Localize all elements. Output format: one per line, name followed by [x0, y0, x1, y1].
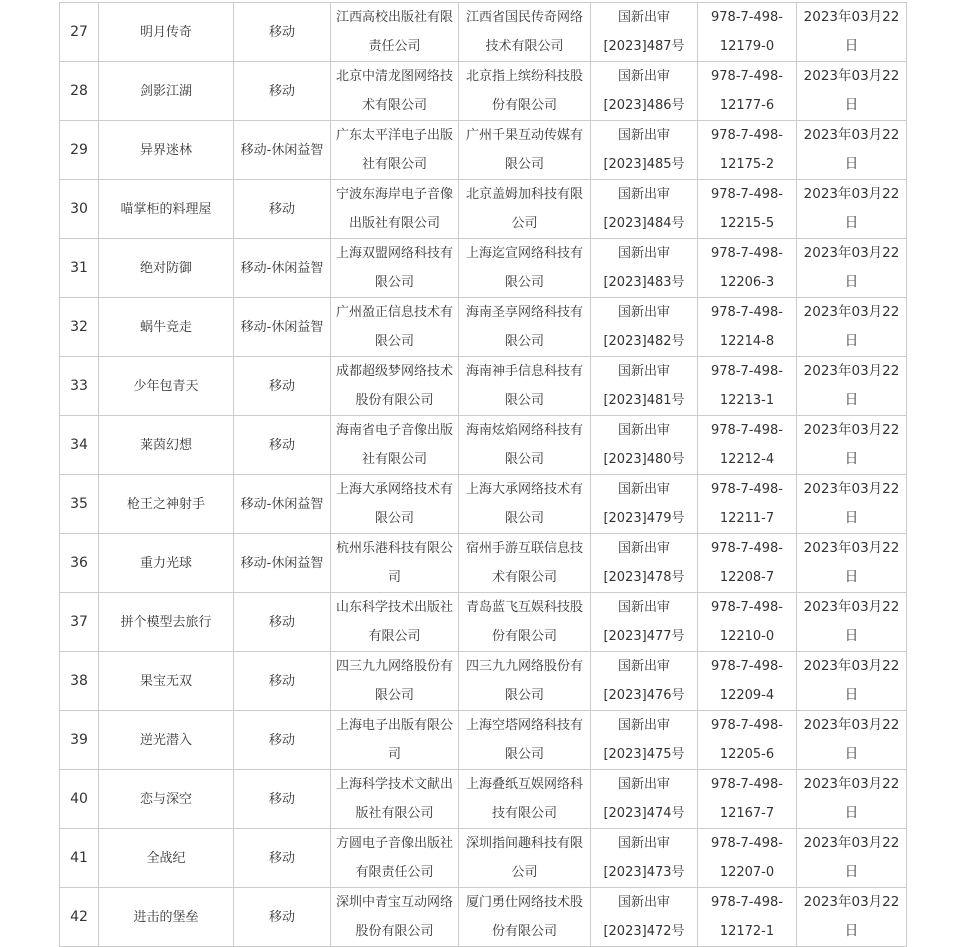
cell-publisher: 宁波东海岸电子音像出版社有限公司: [331, 180, 459, 239]
table-row: [60, 180, 907, 239]
cell-publisher: 广州盈正信息技术有限公司: [331, 298, 459, 357]
approval-line-1: 国新出审: [617, 364, 670, 379]
cell-date: 2023年03月22日: [797, 534, 907, 593]
isbn-line-2: 12211-7: [719, 511, 775, 526]
table-row: [60, 711, 907, 770]
cell-category: 移动: [234, 357, 331, 416]
cell-approval-number: [591, 888, 698, 947]
table-row: [60, 416, 907, 475]
isbn-line-2: 12177-6: [719, 98, 775, 113]
isbn-line-1: 978-7-498-: [711, 836, 783, 851]
cell-date: 2023年03月22日: [797, 3, 907, 62]
cell-operator: 上海大承网络技术有限公司: [459, 475, 591, 534]
cell-publisher: 海南省电子音像出版社有限公司: [331, 416, 459, 475]
cell-date: 2023年03月22日: [797, 357, 907, 416]
cell-isbn: [698, 534, 797, 593]
isbn-line-2: 12215-5: [719, 216, 775, 231]
cell-operator: 宿州手游互联信息技术有限公司: [459, 534, 591, 593]
cell-category: 移动: [234, 3, 331, 62]
cell-operator: 海南神手信息科技有限公司: [459, 357, 591, 416]
approval-line-1: 国新出审: [617, 423, 670, 438]
cell-category: 移动: [234, 829, 331, 888]
cell-category: 移动-休闲益智: [234, 298, 331, 357]
cell-category: 移动: [234, 888, 331, 947]
approval-line-1: 国新出审: [617, 541, 670, 556]
cell-category: 移动-休闲益智: [234, 121, 331, 180]
cell-game-name: 绝对防御: [99, 239, 234, 298]
approval-line-2: [2023]487号: [603, 39, 685, 54]
cell-game-name: 果宝无双: [99, 652, 234, 711]
table-row: [60, 239, 907, 298]
cell-approval-number: [591, 593, 698, 652]
isbn-line-2: 12207-0: [719, 865, 775, 880]
cell-operator: 海南圣享网络科技有限公司: [459, 298, 591, 357]
cell-game-name: 剑影江湖: [99, 62, 234, 121]
table-row: [60, 357, 907, 416]
isbn-line-2: 12214-8: [719, 334, 775, 349]
approval-line-1: 国新出审: [617, 128, 670, 143]
approval-line-1: 国新出审: [617, 305, 670, 320]
cell-game-name: 恋与深空: [99, 770, 234, 829]
approval-line-1: 国新出审: [617, 836, 670, 851]
cell-operator: 广州千果互动传媒有限公司: [459, 121, 591, 180]
cell-operator: 江西省国民传奇网络技术有限公司: [459, 3, 591, 62]
cell-publisher: 山东科学技术出版社有限公司: [331, 593, 459, 652]
cell-approval-number: [591, 416, 698, 475]
cell-approval-number: [591, 357, 698, 416]
cell-category: 移动: [234, 180, 331, 239]
cell-publisher: 深圳中青宝互动网络股份有限公司: [331, 888, 459, 947]
isbn-line-1: 978-7-498-: [711, 187, 783, 202]
cell-number: 37: [60, 593, 99, 652]
table-row: [60, 62, 907, 121]
cell-date: 2023年03月22日: [797, 180, 907, 239]
cell-number: 31: [60, 239, 99, 298]
approval-line-1: 国新出审: [617, 69, 670, 84]
game-approval-table-container: [59, 2, 907, 947]
cell-category: 移动: [234, 62, 331, 121]
cell-game-name: 枪王之神射手: [99, 475, 234, 534]
cell-category: 移动: [234, 711, 331, 770]
cell-date: 2023年03月22日: [797, 416, 907, 475]
cell-approval-number: [591, 652, 698, 711]
table-row: [60, 298, 907, 357]
approval-line-2: [2023]481号: [603, 393, 685, 408]
isbn-line-2: 12213-1: [719, 393, 775, 408]
cell-isbn: [698, 593, 797, 652]
cell-game-name: 拼个模型去旅行: [99, 593, 234, 652]
approval-line-2: [2023]482号: [603, 334, 685, 349]
isbn-line-1: 978-7-498-: [711, 895, 783, 910]
table-row: [60, 770, 907, 829]
table-row: [60, 121, 907, 180]
cell-date: 2023年03月22日: [797, 121, 907, 180]
isbn-line-2: 12175-2: [719, 157, 775, 172]
table-row: [60, 475, 907, 534]
cell-operator: 厦门勇仕网络技术股份有限公司: [459, 888, 591, 947]
cell-approval-number: [591, 534, 698, 593]
cell-approval-number: [591, 770, 698, 829]
isbn-line-2: 12212-4: [719, 452, 775, 467]
cell-game-name: 喵掌柜的料理屋: [99, 180, 234, 239]
approval-line-2: [2023]480号: [603, 452, 685, 467]
isbn-line-2: 12206-3: [719, 275, 775, 290]
cell-isbn: [698, 770, 797, 829]
cell-publisher: 广东太平洋电子出版社有限公司: [331, 121, 459, 180]
cell-number: 41: [60, 829, 99, 888]
cell-category: 移动: [234, 770, 331, 829]
cell-operator: 青岛蓝飞互娱科技股份有限公司: [459, 593, 591, 652]
approval-line-1: 国新出审: [617, 10, 670, 25]
approval-line-1: 国新出审: [617, 187, 670, 202]
cell-category: 移动: [234, 593, 331, 652]
cell-approval-number: [591, 180, 698, 239]
approval-line-2: [2023]483号: [603, 275, 685, 290]
cell-operator: 上海迄宣网络科技有限公司: [459, 239, 591, 298]
cell-number: 32: [60, 298, 99, 357]
cell-number: 30: [60, 180, 99, 239]
cell-number: 35: [60, 475, 99, 534]
cell-game-name: 莱茵幻想: [99, 416, 234, 475]
cell-date: 2023年03月22日: [797, 711, 907, 770]
table-body: [60, 3, 907, 947]
cell-approval-number: [591, 298, 698, 357]
cell-publisher: 方圆电子音像出版社有限责任公司: [331, 829, 459, 888]
cell-number: 28: [60, 62, 99, 121]
cell-publisher: 上海科学技术文献出版社有限公司: [331, 770, 459, 829]
cell-publisher: 上海大承网络技术有限公司: [331, 475, 459, 534]
isbn-line-1: 978-7-498-: [711, 541, 783, 556]
cell-publisher: 成都超级梦网络技术股份有限公司: [331, 357, 459, 416]
cell-approval-number: [591, 62, 698, 121]
approval-line-1: 国新出审: [617, 482, 670, 497]
isbn-line-2: 12172-1: [719, 924, 775, 939]
cell-game-name: 少年包青天: [99, 357, 234, 416]
cell-date: 2023年03月22日: [797, 770, 907, 829]
cell-isbn: [698, 298, 797, 357]
cell-number: 33: [60, 357, 99, 416]
cell-approval-number: [591, 121, 698, 180]
cell-approval-number: [591, 829, 698, 888]
approval-line-1: 国新出审: [617, 246, 670, 261]
cell-number: 36: [60, 534, 99, 593]
isbn-line-1: 978-7-498-: [711, 364, 783, 379]
table-row: [60, 593, 907, 652]
table-row: [60, 829, 907, 888]
isbn-line-2: 12208-7: [719, 570, 775, 585]
cell-game-name: 明月传奇: [99, 3, 234, 62]
cell-number: 40: [60, 770, 99, 829]
cell-game-name: 全战纪: [99, 829, 234, 888]
isbn-line-1: 978-7-498-: [711, 246, 783, 261]
isbn-line-2: 12179-0: [719, 39, 775, 54]
isbn-line-1: 978-7-498-: [711, 718, 783, 733]
cell-approval-number: [591, 239, 698, 298]
cell-number: 34: [60, 416, 99, 475]
cell-category: 移动: [234, 652, 331, 711]
approval-line-2: [2023]485号: [603, 157, 685, 172]
cell-isbn: [698, 62, 797, 121]
cell-game-name: 蜗牛竞走: [99, 298, 234, 357]
cell-number: 27: [60, 3, 99, 62]
cell-number: 38: [60, 652, 99, 711]
approval-line-1: 国新出审: [617, 600, 670, 615]
cell-date: 2023年03月22日: [797, 62, 907, 121]
cell-approval-number: [591, 475, 698, 534]
approval-line-2: [2023]486号: [603, 98, 685, 113]
cell-date: 2023年03月22日: [797, 298, 907, 357]
table-row: [60, 888, 907, 947]
cell-isbn: [698, 829, 797, 888]
cell-game-name: 逆光潜入: [99, 711, 234, 770]
cell-number: 29: [60, 121, 99, 180]
cell-operator: 上海空塔网络科技有限公司: [459, 711, 591, 770]
cell-publisher: 上海电子出版有限公司: [331, 711, 459, 770]
isbn-line-1: 978-7-498-: [711, 10, 783, 25]
cell-publisher: 杭州乐港科技有限公司: [331, 534, 459, 593]
cell-isbn: [698, 121, 797, 180]
cell-publisher: 上海双盟网络科技有限公司: [331, 239, 459, 298]
isbn-line-2: 12167-7: [719, 806, 775, 821]
cell-date: 2023年03月22日: [797, 475, 907, 534]
table-row: [60, 652, 907, 711]
approval-line-2: [2023]474号: [603, 806, 685, 821]
cell-date: 2023年03月22日: [797, 888, 907, 947]
isbn-line-2: 12210-0: [719, 629, 775, 644]
isbn-line-1: 978-7-498-: [711, 777, 783, 792]
cell-isbn: [698, 416, 797, 475]
cell-game-name: 重力光球: [99, 534, 234, 593]
isbn-line-1: 978-7-498-: [711, 659, 783, 674]
approval-line-2: [2023]473号: [603, 865, 685, 880]
cell-date: 2023年03月22日: [797, 652, 907, 711]
cell-operator: 北京盖姆加科技有限公司: [459, 180, 591, 239]
approval-line-2: [2023]479号: [603, 511, 685, 526]
cell-operator: 深圳指间趣科技有限公司: [459, 829, 591, 888]
cell-game-name: 异界迷林: [99, 121, 234, 180]
cell-isbn: [698, 180, 797, 239]
cell-isbn: [698, 652, 797, 711]
cell-category: 移动: [234, 416, 331, 475]
isbn-line-1: 978-7-498-: [711, 128, 783, 143]
cell-category: 移动-休闲益智: [234, 475, 331, 534]
approval-line-2: [2023]478号: [603, 570, 685, 585]
cell-isbn: [698, 239, 797, 298]
cell-approval-number: [591, 711, 698, 770]
isbn-line-1: 978-7-498-: [711, 423, 783, 438]
isbn-line-1: 978-7-498-: [711, 482, 783, 497]
cell-category: 移动-休闲益智: [234, 534, 331, 593]
cell-date: 2023年03月22日: [797, 829, 907, 888]
cell-isbn: [698, 475, 797, 534]
cell-isbn: [698, 888, 797, 947]
cell-category: 移动-休闲益智: [234, 239, 331, 298]
cell-publisher: 江西高校出版社有限责任公司: [331, 3, 459, 62]
cell-game-name: 进击的堡垒: [99, 888, 234, 947]
cell-date: 2023年03月22日: [797, 593, 907, 652]
cell-number: 42: [60, 888, 99, 947]
cell-operator: 海南炫焰网络科技有限公司: [459, 416, 591, 475]
cell-number: 39: [60, 711, 99, 770]
cell-operator: 上海叠纸互娱网络科技有限公司: [459, 770, 591, 829]
approval-line-2: [2023]484号: [603, 216, 685, 231]
approval-line-1: 国新出审: [617, 895, 670, 910]
isbn-line-2: 12205-6: [719, 747, 775, 762]
cell-isbn: [698, 711, 797, 770]
isbn-line-2: 12209-4: [719, 688, 775, 703]
game-approval-table: [59, 2, 907, 947]
cell-operator: 北京指上缤纷科技股份有限公司: [459, 62, 591, 121]
table-row: [60, 3, 907, 62]
approval-line-1: 国新出审: [617, 659, 670, 674]
isbn-line-1: 978-7-498-: [711, 600, 783, 615]
cell-approval-number: [591, 3, 698, 62]
approval-line-2: [2023]476号: [603, 688, 685, 703]
approval-line-2: [2023]472号: [603, 924, 685, 939]
isbn-line-1: 978-7-498-: [711, 305, 783, 320]
approval-line-1: 国新出审: [617, 718, 670, 733]
isbn-line-1: 978-7-498-: [711, 69, 783, 84]
table-row: [60, 534, 907, 593]
cell-date: 2023年03月22日: [797, 239, 907, 298]
cell-publisher: 北京中清龙图网络技术有限公司: [331, 62, 459, 121]
approval-line-2: [2023]477号: [603, 629, 685, 644]
cell-publisher: 四三九九网络股份有限公司: [331, 652, 459, 711]
cell-isbn: [698, 357, 797, 416]
approval-line-1: 国新出审: [617, 777, 670, 792]
cell-isbn: [698, 3, 797, 62]
approval-line-2: [2023]475号: [603, 747, 685, 762]
cell-operator: 四三九九网络股份有限公司: [459, 652, 591, 711]
